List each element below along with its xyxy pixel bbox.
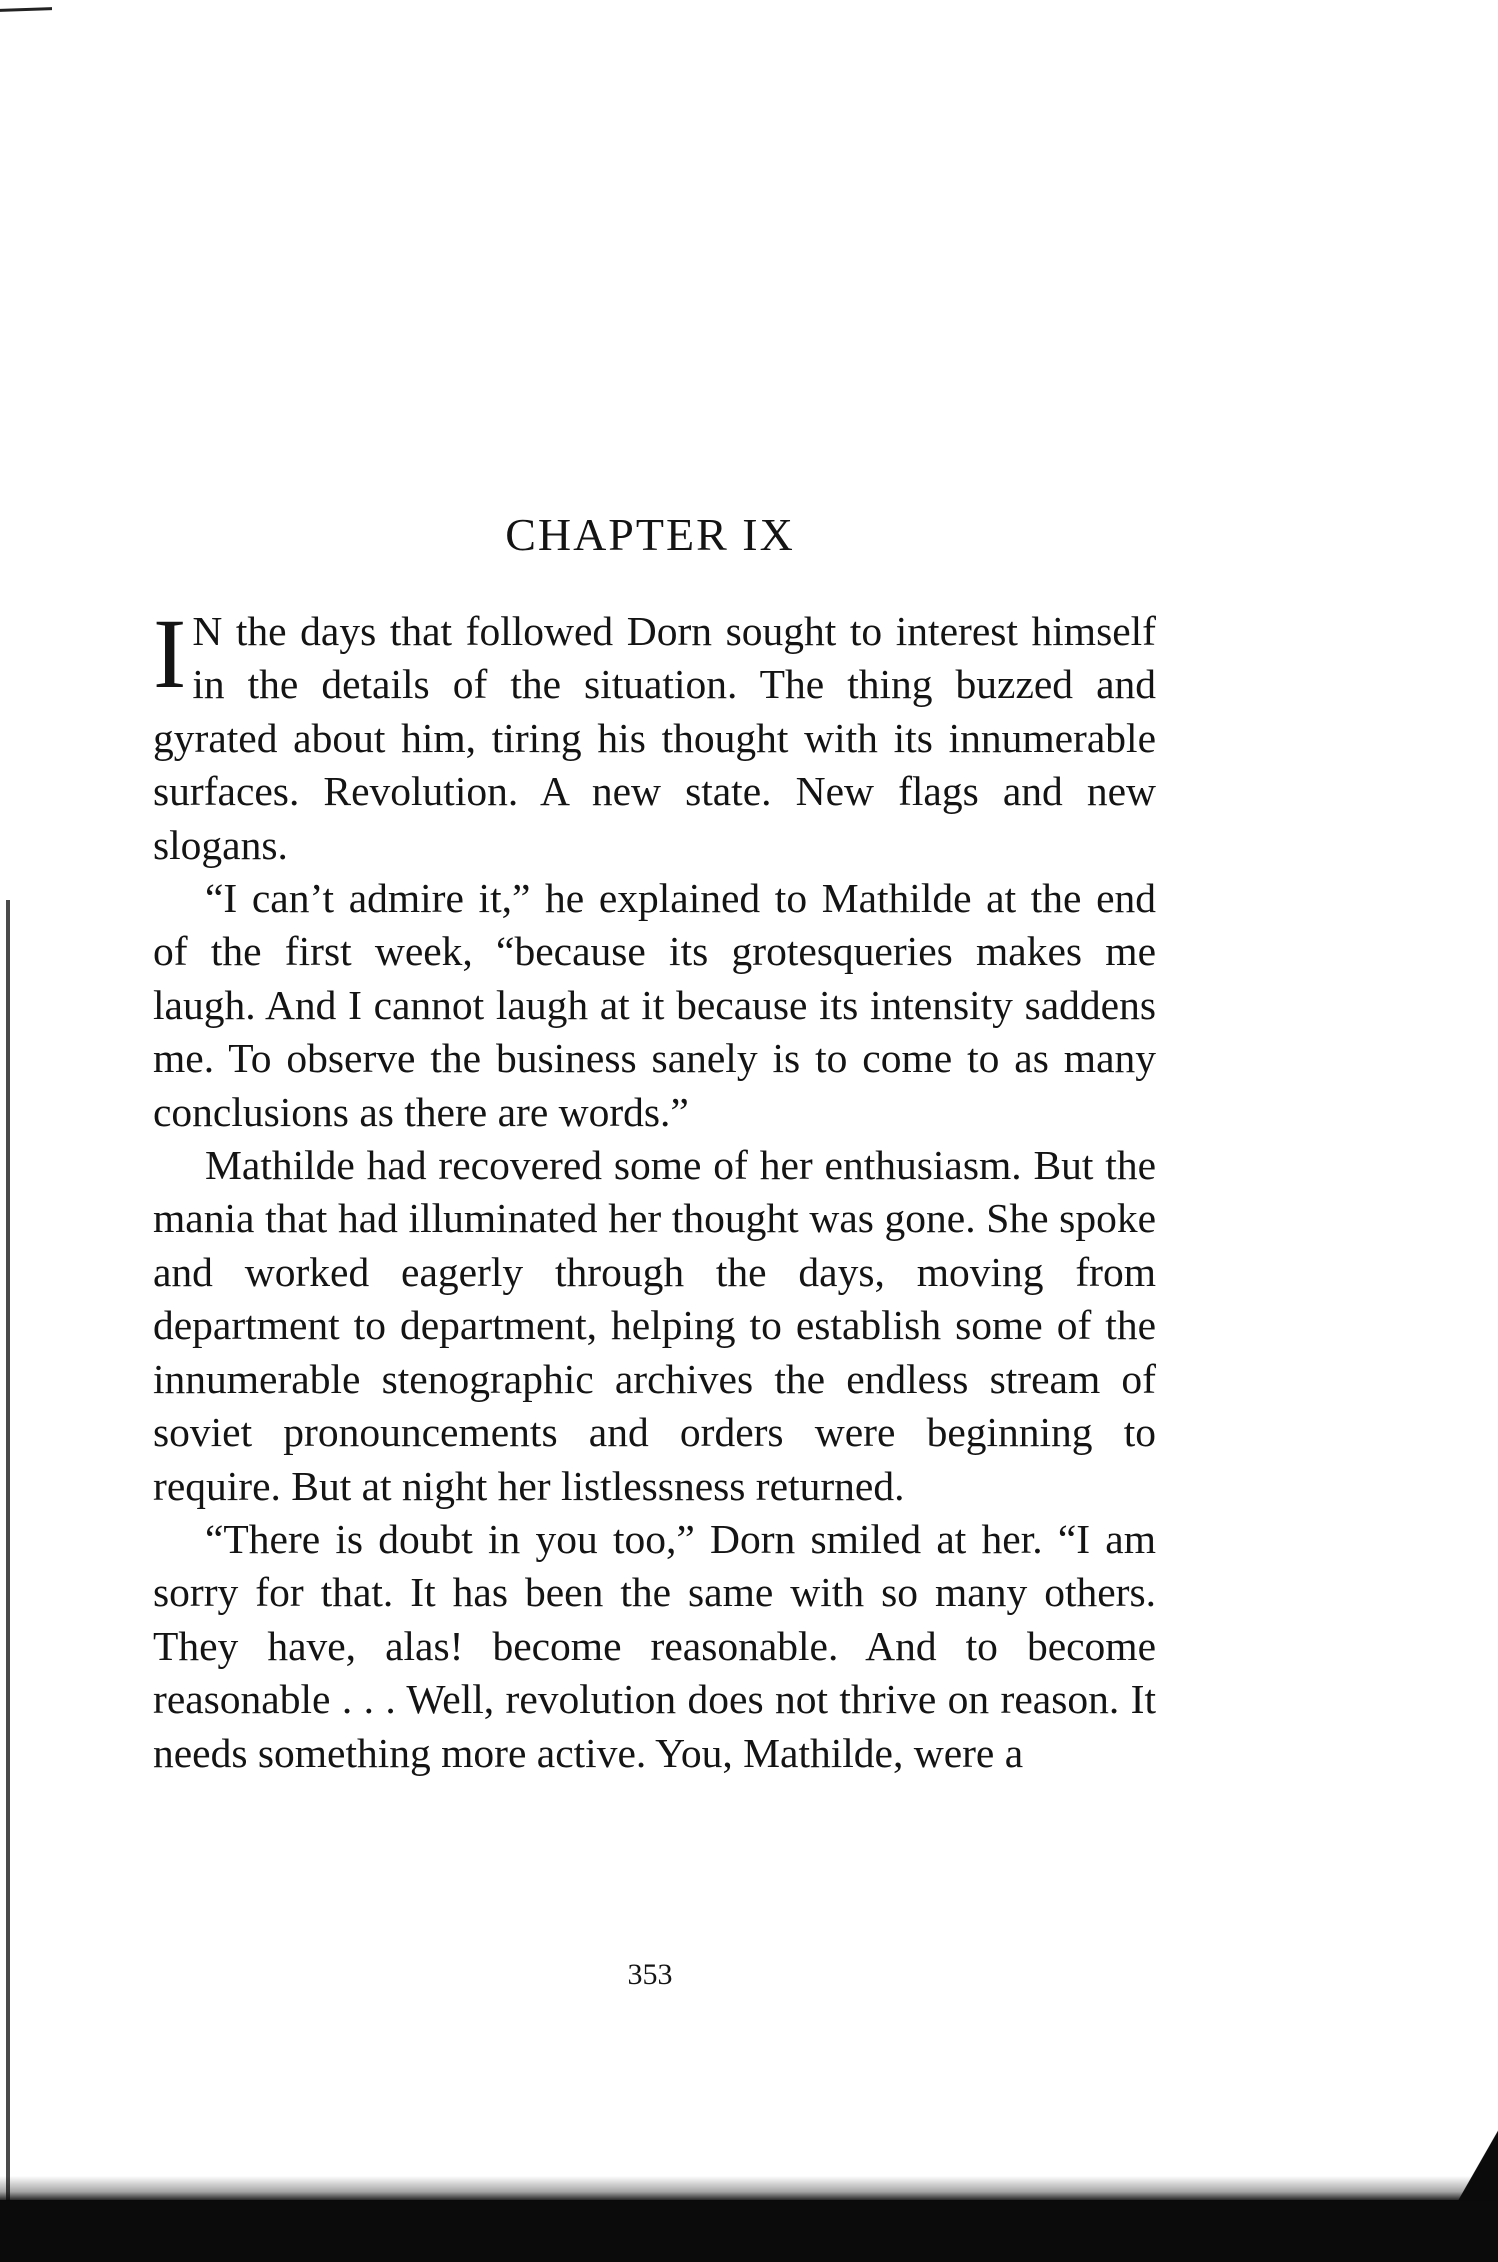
chapter-title: CHAPTER IX <box>505 509 795 560</box>
paragraph-1 <box>153 598 1156 872</box>
paragraph-3: Mathilde had recovered some of her enthusiasm. But the mania that had illuminated her thought was gone. She spoke and worked eagerly through the days, moving from department to department, helping to establish some of the innumerable stenographic archives the endless stream of soviet pronouncements and orders were beginning to require. But at night her listlessness returned. <box>153 1142 1156 1509</box>
scan-artifact-left-edge <box>6 900 10 2210</box>
chapter-body <box>153 598 1156 1780</box>
scan-artifact-bottom-bar <box>0 2200 1498 2262</box>
paragraph-2: “I can’t admire it,” he explained to Mathilde at the end of the first week, “because its grotesqueries makes me laugh. And I cannot laugh at it because its intensity saddens me. To observe the business sanely is to come to as many conclusions as there are words.” <box>153 875 1156 1135</box>
paragraph-1-text: N the days that followed Dorn sought to interest himself in the details of the situation. The thing buzzed and gyrated about him, tiring his thought with its innumerable surfaces. Revolution. A new state. New flags and new slogans. <box>153 608 1156 868</box>
scan-artifact-top <box>0 7 52 12</box>
page-number: 353 <box>627 1958 673 1991</box>
drop-cap: I <box>153 598 187 709</box>
paragraph-4: “There is doubt in you too,” Dorn smiled at her. “I am sorry for that. It has been the same with so many others. They have, alas! become reasonable. And to become reasonable . . . Well, revolution does not thrive on reason. It needs something more active. You, Mathilde, were a <box>153 1515 1156 1776</box>
